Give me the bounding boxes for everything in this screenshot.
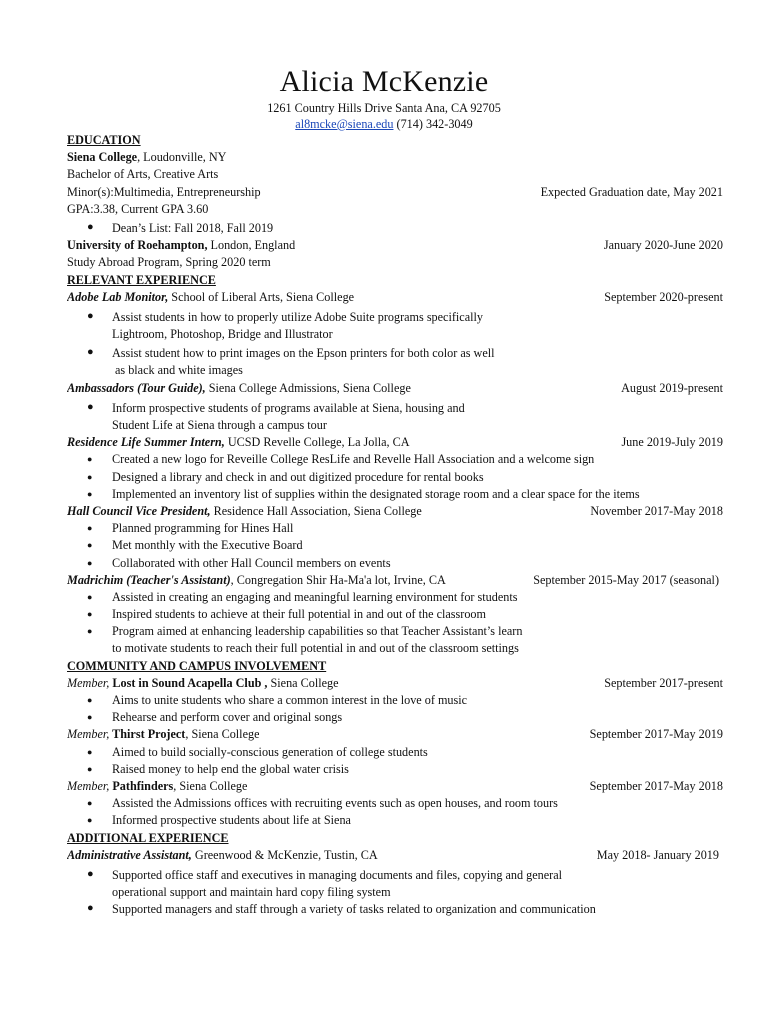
degree-line: Bachelor of Arts, Creative Arts [67,167,219,182]
job-row [67,380,723,397]
list-item: ● Aims to unite students who share a common interest in the love of music [67,692,723,709]
job-row [67,503,723,520]
graduation-date: Expected Graduation date, May 2021 [540,184,723,199]
gpa-line: GPA:3.38, Current GPA 3.60 [67,201,209,216]
list-item: ● Rehearse and perform cover and original songs [67,709,723,726]
date-range: May 2018- January 2019 [596,847,719,862]
activity-role: Member, [67,778,110,793]
job-title: Ambassadors (Tour Guide), [67,380,206,395]
list-item: ● Assisted in creating an engaging and meaningful learning environment for students [67,589,723,606]
job-title: Administrative Assistant, [67,847,192,862]
list-item: ● Met monthly with the Executive Board [67,537,723,554]
job-org: Siena College Admissions, Siena College [205,380,411,395]
contact-line [0,116,768,132]
job-title: Hall Council Vice President, [67,503,211,518]
list-item: ● Program aimed at enhancing leadership capabilities so that Teacher Assistant’s learn [67,623,723,640]
section-title-additional-experience: ADDITIONAL EXPERIENCE [67,830,229,845]
list-item: ● Inspired students to achieve at their full potential in and out of the classroom [67,606,723,623]
school-location: , Loudonville, NY [137,150,227,165]
bullet-icon: ● [87,695,93,705]
bullet-icon: ● [87,746,93,757]
job-org: UCSD Revelle College, La Jolla, CA [224,435,410,450]
list-item: ● Supported managers and staff through a variety of tasks related to organization and communication [87,902,596,917]
bullet-icon: ● [87,309,94,322]
school-row [67,237,723,254]
activity-row [67,675,723,692]
address-line: 1261 Country Hills Drive Santa Ana, CA 92705 [267,101,501,115]
list-item-continued: Student Life at Siena through a campus tour [112,418,327,432]
date-range: August 2019-present [621,380,723,395]
date-range: September 2020-present [604,289,723,304]
list-item-continued: Lightroom, Photoshop, Bridge and Illustrator [112,327,333,342]
bullet-icon: ● [87,609,93,620]
date-range: September 2015-May 2017 (seasonal) [533,572,719,587]
job-row [67,847,723,864]
list-item: ● Assisted the Admissions offices with recruiting events such as open houses, and room tours [67,795,723,812]
abroad-line: Study Abroad Program, Spring 2020 term [67,255,271,270]
applicant-name: Alicia McKenzie [279,65,489,98]
bullet-icon: ● [87,454,93,465]
date-range: November 2017-May 2018 [590,503,723,518]
school-name: Siena College [67,150,138,165]
job-org: Greenwood & McKenzie, Tustin, CA [191,847,378,862]
list-item: ● Raised money to help end the global water crisis [67,761,723,778]
list-item-continued: to motivate students to reach their full potential in and out of the classroom settings [112,641,519,656]
phone-number: (714) 342-3049 [393,117,473,131]
list-item: ● Assist students in how to properly utilize Adobe Suite programs specifically [87,309,483,324]
job-title: Adobe Lab Monitor, [67,289,169,304]
activity-row [67,726,723,743]
bullet-icon: ● [87,523,93,534]
section-title-education: EDUCATION [67,133,141,147]
bullet-icon: ● [87,626,93,637]
job-title: Madrichim (Teacher's Assistant) [67,572,231,587]
job-title: Residence Life Summer Intern, [67,435,225,450]
activity-role: Member, [67,727,110,742]
job-org: School of Liberal Arts, Siena College [168,289,355,304]
list-item-continued: as black and white images [115,363,243,378]
minor-row [67,184,723,201]
activity-org: Siena College [267,675,339,690]
bullet-icon: ● [87,763,93,774]
section-title-community: COMMUNITY AND CAMPUS INVOLVEMENT [67,658,327,673]
bullet-icon: ● [87,798,93,809]
school-line [67,149,723,166]
email-link[interactable]: al8mcke@siena.edu [295,117,394,131]
activity-name: Lost in Sound Acapella Club , [109,675,268,690]
list-item: ● Dean’s List: Fall 2018, Fall 2019 [87,220,274,235]
bullet-icon: ● [87,400,94,413]
bullet-icon: ● [87,471,93,482]
list-item: ● Created a new logo for Reveille College ResLife and Revelle Hall Association and a welcome sign [67,451,723,468]
activity-org: , Siena College [173,778,248,793]
activity-name: Pathfinders [109,778,174,793]
school-location: London, England [207,238,296,253]
list-item: ● Supported office staff and executives in managing documents and files, copying and general [87,867,563,882]
bullet-icon: ● [87,488,93,499]
resume-header [0,64,768,132]
date-range: January 2020-June 2020 [603,238,723,253]
list-item: ● Designed a library and check in and out digitized procedure for rental books [67,469,723,486]
list-item: ● Implemented an inventory list of supplies within the designated storage room and a clear space for the items [67,486,723,503]
bullet-icon: ● [87,815,93,826]
list-item: ● Aimed to build socially-conscious generation of college students [67,744,723,761]
list-item: ● Collaborated with other Hall Council members on events [67,555,723,572]
date-range: September 2017-present [604,675,723,690]
bullet-icon: ● [87,902,94,915]
bullet-icon: ● [87,346,94,359]
list-item: ● Inform prospective students of programs available at Siena, housing and [87,400,465,415]
minors: Minor(s):Multimedia, Entrepreneurship [67,184,261,199]
activity-row [67,778,723,795]
resume-body [67,132,723,918]
bullet-icon: ● [87,867,94,880]
list-item: ● Informed prospective students about life at Siena [67,812,723,829]
date-range: September 2017-May 2019 [589,727,723,742]
date-range: September 2017-May 2018 [589,778,723,793]
list-item-continued: operational support and maintain hard copy filing system [112,885,391,900]
school-name: University of Roehampton, [67,238,208,253]
activity-name: Thirst Project [109,727,186,742]
section-title-relevant-experience: RELEVANT EXPERIENCE [67,272,216,287]
list-item: ● Planned programming for Hines Hall [67,520,723,537]
list-item: ● Assist student how to print images on the Epson printers for both color as well [87,346,495,361]
bullet-icon: ● [87,540,93,551]
job-row [67,434,723,451]
bullet-icon: ● [87,712,93,723]
job-row [67,289,723,306]
bullet-icon: ● [87,220,94,233]
activity-role: Member, [67,675,110,690]
date-range: June 2019-July 2019 [621,435,723,450]
job-org: Residence Hall Association, Siena College [210,503,422,518]
job-org: , Congregation Shir Ha-Ma'a lot, Irvine, CA [230,572,446,587]
job-row [67,572,723,589]
activity-org: , Siena College [185,727,260,742]
bullet-icon: ● [87,591,93,602]
bullet-icon: ● [87,557,93,568]
